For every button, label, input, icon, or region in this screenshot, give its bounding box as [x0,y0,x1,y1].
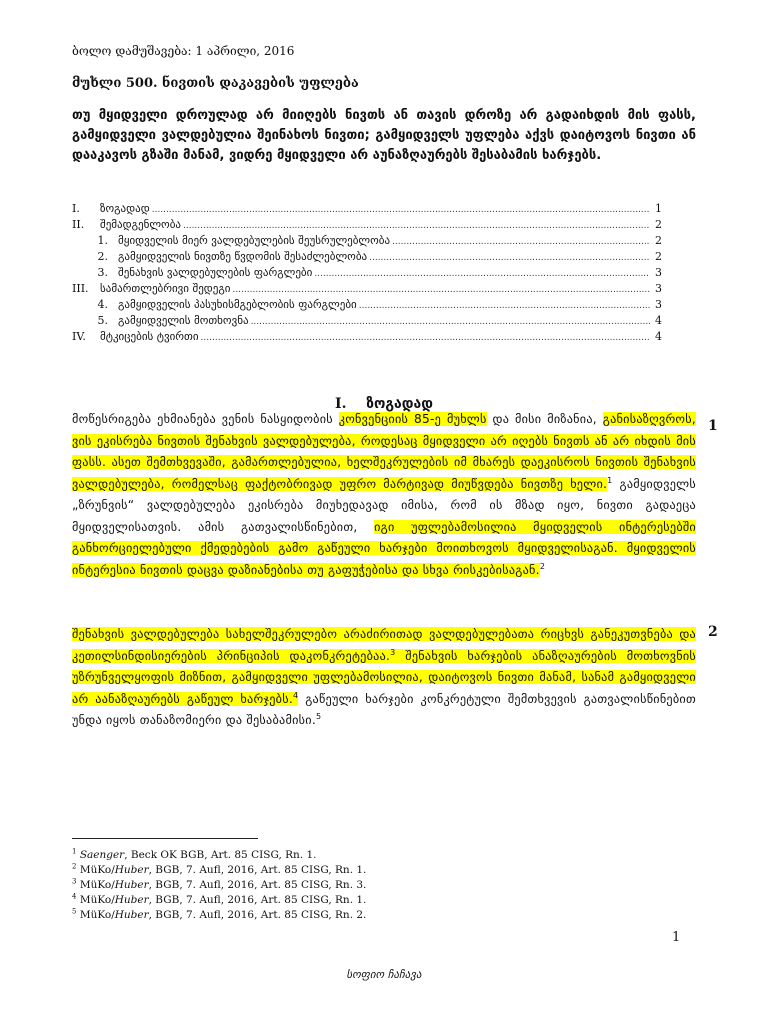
footnote-citation: , BGB, 7. Aufl, 2016, Art. 85 CISG, Rn. 3. [148,879,367,891]
footnote-author: Huber [114,909,149,921]
toc-leader-dots [251,314,650,330]
toc-item-label: გამყიდველის პასუხისმგებლობის ფარგლები [118,298,357,311]
footnote-ref-2[interactable]: 2 [539,561,546,571]
toc-item-label: სამართლებრივი შედეგი [100,282,231,295]
toc-item[interactable] [72,313,662,329]
toc-item[interactable] [72,329,662,345]
footnote-number: 5 [72,907,77,916]
margin-number-2: 2 [708,624,718,640]
toc-item-page: 3 [655,282,662,295]
toc-item-number: I. [72,202,80,215]
toc-leader-dots [232,282,650,298]
footnote-citation: , Beck OK BGB, Art. 85 CISG, Rn. 1. [124,849,317,861]
toc-item-page: 2 [655,218,662,231]
toc-item-page: 3 [655,266,662,279]
paragraph-1 [72,409,696,609]
footnote-prefix: MüKo/ [79,894,115,906]
toc-item[interactable] [72,233,662,249]
toc-leader-dots [359,298,650,314]
footnotes [72,848,366,923]
article-summary: თუ მყიდველი დროულად არ მიიღებს ნივთს ან თავის დროზე არ გადაიხდის მის ფასს, გამყიდველი ვალდებულია შეინახოს ნივთი; გამყიდველს უფლება აქვს დაიტოვოს ნივთი ან დააკავოს გზაში მანამ, ვიდრე მყიდველი არ აუნაზღაურებს შესაბამის ხარჯებს. [72,108,696,163]
toc-leader-dots [183,218,650,234]
footnote-prefix: MüKo/ [79,864,115,876]
para1-highlight-1: კონვენციის 85-ე მუხლს [338,412,487,426]
toc-item-page: 4 [655,330,662,343]
toc-item-label: შემადგენლობა [100,218,181,231]
footnote-item [72,848,366,863]
toc-leader-dots [369,250,650,266]
footnote-number: 3 [72,877,77,886]
toc-leader-dots [152,202,650,218]
toc-item-page: 4 [655,314,662,327]
footnote-prefix: MüKo/ [79,909,115,921]
toc-item-page: 3 [655,298,662,311]
para1-highlight-3: იგი უფლებამოსილია მყიდველის ინტერესებში განხორციელებული ქმედებების გამო გაწეული ხარჯები მოითხოვოს მყიდველისაგან. მყიდველის ინტერესია ნივთის დაცვა დაზიანებისა თუ გაფუჭებისა და სხვა რისკებისაგან. [72,519,696,577]
para2-text-1: გაწეული ხარჯები კონკრეტული შემთხვევის გათვალისწინებით უნდა იყოს თანაზომიერი და შესაბამისი. [72,691,696,727]
last-updated-date: ბოლო დამუშავება: 1 აპრილი, 2016 [72,44,295,58]
toc-item[interactable] [72,281,662,297]
para2-highlight-2: შენახვის ხარჯების ანაზღაურების მოთხოვნის უზრუნველყოფის მიზნით, გამყიდველი უფლებამოსილია, დაიტოვოს ნივთი მანამ, სანამ გამყიდველი არ აანაზღაურებს გაწეულ ხარჯებს. [72,648,696,706]
toc-item[interactable] [72,217,662,233]
toc-leader-dots [392,234,650,250]
footnote-citation: , BGB, 7. Aufl, 2016, Art. 85 CISG, Rn. 2. [148,909,367,921]
toc-leader-dots [314,266,650,282]
footnote-item [72,878,366,893]
article-title: მუხლი 500. ნივთის დაკავების უფლება [72,76,359,91]
para1-text-1: მოწესრიგება ეხმიანება ვენის ნასყიდობის [72,412,339,426]
toc-item[interactable] [72,265,662,281]
section-title: ზოგადად [366,396,433,412]
toc-item-page: 2 [655,250,662,263]
footnote-ref-1[interactable]: 1 [607,475,613,485]
toc-item-label: ზოგადად [100,202,150,215]
footnote-ref-5[interactable]: 5 [315,711,322,721]
toc-item-label: მტკიცების ტვირთი [100,330,199,343]
footnote-author: Huber [114,879,149,891]
toc-item[interactable] [72,201,662,217]
toc-item-label: გამყიდველის ნივთზე წვდომის შესაძლებლობა [118,250,368,263]
toc-item-label: გამყიდველის მოთხოვნა [118,314,249,327]
section-number: I. [335,396,347,412]
toc-item[interactable] [72,249,662,265]
footnote-prefix: MüKo/ [79,879,115,891]
para1-text-2: და მისი მიზანია, [486,412,603,426]
footnote-citation: , BGB, 7. Aufl, 2016, Art. 85 CISG, Rn. 1. [148,894,367,906]
footnote-number: 4 [72,892,77,901]
margin-number-1: 1 [708,418,718,434]
footnote-item [72,908,366,923]
toc-item-number: 1. [97,234,108,247]
toc-item-page: 1 [655,202,662,215]
footnote-ref-4[interactable]: 4 [292,690,299,700]
toc-item-number: 3. [97,266,108,279]
page-number: 1 [672,930,681,945]
table-of-contents [72,201,662,345]
footnote-number: 1 [72,847,77,856]
toc-item[interactable] [72,297,662,313]
toc-item-page: 2 [655,234,662,247]
footnote-number: 2 [72,862,77,871]
author-name: სოფიო ჩაჩავა [346,968,422,981]
footnote-item [72,863,366,878]
para1-highlight-2: განისაზღვროს, ვის ეკისრება ნივთის შენახვის ვალდებულება, როდესაც მყიდველი არ იღებს ნივთს ან არ იხდის მის ფასს. ასეთ შემთხვევაში, გამართლებულია, ხელშეკრულების იმ მხარეს დაეკისროს ნივთის შენახვის ვალდებულება, რომელსაც ფაქტობრივად უფრო მარტივად მიუწვდება ნივთზე ხელი. [72,412,696,491]
toc-leader-dots [201,330,650,346]
footnote-author: Huber [114,894,149,906]
toc-item-label: მყიდველის მიერ ვალდებულების შეუსრულებლობა [118,234,391,247]
para2-highlight-1: შენახვის ვალდებულება სახელშეკრულებო არაძირითად ვალდებულებათა რიცხვს განეკუთვნება და კეთილსინდისიერების პრინციპის დაკონკრეტებაა. [72,627,696,663]
footnote-author: Saenger [79,849,125,861]
toc-item-number: III. [72,282,89,295]
footnote-separator [72,838,258,839]
toc-item-label: შენახვის ვალდებულების ფარგლები [118,266,313,279]
footnote-author: Huber [114,864,149,876]
paragraph-2 [72,624,696,742]
toc-item-number: II. [72,218,85,231]
toc-item-number: 5. [97,314,108,327]
toc-item-number: 4. [97,298,108,311]
toc-item-number: IV. [72,330,86,343]
toc-item-number: 2. [97,250,108,263]
footnote-ref-3[interactable]: 3 [390,647,396,657]
footnote-citation: , BGB, 7. Aufl, 2016, Art. 85 CISG, Rn. 1. [148,864,367,876]
footnote-item [72,893,366,908]
para1-text-3: გამყიდველს „ზრუნვის“ ვალდებულება ეკისრება მიუხედავად იმისა, რომ ის მზად იყო, ნივთი გადაეცა მყიდველისათვის. ამის გათვალისწინებით, [72,476,696,534]
